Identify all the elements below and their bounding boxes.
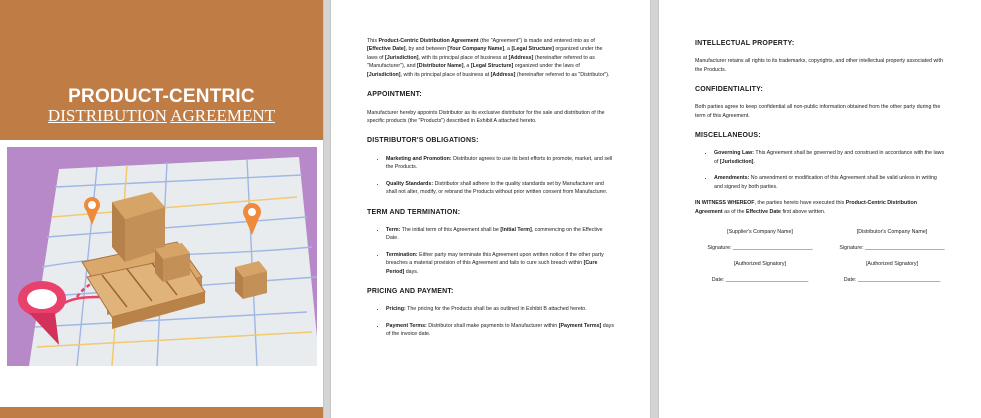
list-item-text: No amendment or modification of this Agreement shall be valid unless in writing and signed by both parties. — [714, 175, 937, 190]
intro-bold-5: [Jurisdiction] — [384, 54, 419, 61]
distributor-company-name: [Distributor's Company Name] — [856, 229, 928, 236]
obligations-list — [367, 155, 614, 197]
signature-column-supplier — [695, 228, 825, 292]
cover-subtitle-word-1: DISTRIBUTION — [47, 106, 167, 125]
heading-term: TERM AND TERMINATION: — [367, 208, 461, 216]
intro-text-9: organized under the laws of — [513, 63, 580, 70]
cover-title: PRODUCT-CENTRIC — [68, 86, 255, 107]
cover-page — [0, 0, 323, 418]
agreement-page-2 — [659, 0, 981, 418]
list-item — [386, 226, 614, 243]
cover-image-map-boxes — [7, 147, 317, 366]
list-item-bold: [Cure Period] — [386, 260, 598, 275]
witness-bold-2: Product-Centric Distribution Agreement — [695, 200, 917, 215]
list-item-label: Termination: — [386, 251, 418, 258]
intro-text-3: , by and between — [405, 46, 448, 53]
list-item-bold: [Payment Terms] — [558, 322, 602, 329]
list-item-label: Term: — [386, 226, 401, 233]
list-item — [386, 155, 614, 172]
intro-bold-7: [Distributor Name] — [416, 63, 464, 70]
list-item — [714, 174, 945, 191]
witness-text-1: , the parties hereto have executed this — [754, 200, 846, 207]
intro-bold-9: [Jurisdiction] — [367, 71, 401, 78]
intro-paragraph — [367, 37, 614, 79]
intro-text-5: organized under the laws of — [367, 46, 603, 61]
intro-bold-1: Product-Centric Distribution Agreement — [378, 38, 479, 44]
list-item — [386, 251, 614, 276]
heading-miscellaneous: MISCELLANEOUS: — [695, 132, 761, 140]
intro-bold-3: [Your Company Name] — [447, 46, 505, 53]
list-item-bold: [Initial Term] — [500, 226, 532, 233]
intro-bold-8: [Legal Structure] — [470, 63, 514, 70]
intro-bold-10: [Address] — [490, 71, 516, 78]
heading-confidentiality: CONFIDENTIALITY: — [695, 86, 764, 94]
intro-text-11: (hereinafter referred to as "Distributor"). — [515, 71, 610, 78]
distributor-signature-line: Signature: ___________________________ — [839, 245, 945, 252]
heading-obligations: DISTRIBUTOR'S OBLIGATIONS: — [367, 137, 479, 145]
term-list — [367, 226, 614, 276]
list-item-label: Pricing: — [386, 306, 406, 313]
heading-pricing: PRICING AND PAYMENT: — [367, 288, 454, 296]
heading-intellectual-property: INTELLECTUAL PROPERTY: — [695, 40, 795, 47]
intro-text-1: This — [367, 38, 379, 44]
intro-text-4: , a — [504, 46, 512, 53]
cover-footer-band — [0, 407, 323, 418]
witness-text-2: as of the — [722, 208, 746, 215]
list-item — [714, 149, 945, 166]
list-item-text: days of the invoice date. — [386, 322, 614, 338]
supplier-authorized-signatory: [Authorized Signatory] — [733, 261, 787, 268]
witness-bold-1: IN WITNESS WHEREOF — [695, 200, 755, 207]
heading-appointment: APPOINTMENT: — [367, 91, 422, 99]
list-item-text: Distributor shall make payments to Manufacturer within — [426, 322, 559, 329]
list-item — [386, 180, 614, 197]
list-item — [386, 322, 614, 339]
appointment-paragraph: Manufacturer hereby appoints Distributor as its exclusive distributor for the sale and distribution of the specific products (the "Products") described in Exhibit A attached hereto. — [367, 109, 605, 124]
intro-text-8: , a — [463, 63, 471, 70]
intro-text-2: (the "Agreement") is made and entered into as of — [478, 38, 595, 44]
agreement-page-1 — [331, 0, 650, 418]
intro-bold-2: [Effective Date] — [367, 46, 406, 53]
cardboard-box-middle — [155, 243, 190, 282]
list-item-label: Governing Law: — [714, 150, 755, 157]
list-item-text: days. — [404, 268, 419, 275]
list-item-label: Quality Standards: — [386, 180, 434, 187]
list-item-bold: [Jurisdiction] — [719, 158, 754, 165]
list-item-text: The initial term of this Agreement shall be — [400, 226, 501, 233]
intro-bold-6: [Address] — [508, 54, 534, 61]
confidentiality-paragraph: Both parties agree to keep confidential all non-public information obtained from the other party during the term of this Agreement. — [695, 104, 941, 119]
list-item-label: Payment Terms: — [386, 322, 427, 329]
distributor-authorized-signatory: [Authorized Signatory] — [865, 261, 919, 268]
signature-block — [695, 228, 945, 308]
list-item-label: Marketing and Promotion: — [386, 155, 452, 162]
supplier-signature-line: Signature: ___________________________ — [707, 245, 813, 252]
witness-text-3: first above written. — [780, 208, 826, 215]
list-item — [386, 305, 614, 313]
signature-column-distributor — [827, 228, 957, 292]
list-item-text: Distributor agrees to use its best efforts to promote, market, and sell the Products. — [386, 155, 613, 171]
witness-paragraph — [695, 199, 945, 216]
cover-subtitle — [0, 106, 323, 126]
pricing-list — [367, 305, 614, 338]
intro-text-6: , with its principal place of business at — [418, 54, 509, 61]
intro-text-10: , with its principal place of business at — [400, 71, 491, 78]
list-item-text: , commencing on the Effective Date. — [386, 226, 603, 242]
cover-subtitle-word-2: AGREEMENT — [170, 106, 276, 125]
list-item-text: This Agreement shall be governed by and construed in accordance with the laws of — [714, 150, 945, 165]
list-item-label: Amendments: — [714, 175, 750, 182]
intro-bold-4: [Legal Structure] — [511, 46, 554, 53]
intro-text-7: (hereinafter referred to as "Manufacturer"), and — [367, 54, 595, 70]
supplier-date-line: Date: ____________________________ — [711, 277, 809, 284]
list-item-text: Distributor shall adhere to the quality standards set by Manufacturer and shall not alter, modify, or rebrand the Products without prior written consent from Manufacturer. — [386, 180, 608, 196]
cardboard-box-right — [235, 261, 267, 299]
distributor-date-line: Date: ____________________________ — [843, 277, 941, 284]
list-item-text: . — [753, 158, 755, 165]
list-item-text: Either party may terminate this Agreement upon written notice if the other party breaches a material provision of this Agreement and fails to cure such breach within — [386, 251, 604, 267]
supplier-company-name: [Supplier's Company Name] — [727, 229, 793, 236]
misc-list — [695, 149, 945, 191]
list-item-text: The pricing for the Products shall be as outlined in Exhibit B attached hereto. — [405, 306, 587, 313]
witness-bold-3: Effective Date — [745, 208, 781, 215]
ip-paragraph: Manufacturer retains all rights to its trademarks, copyrights, and other intellectual property associated with the Products. — [695, 58, 943, 73]
